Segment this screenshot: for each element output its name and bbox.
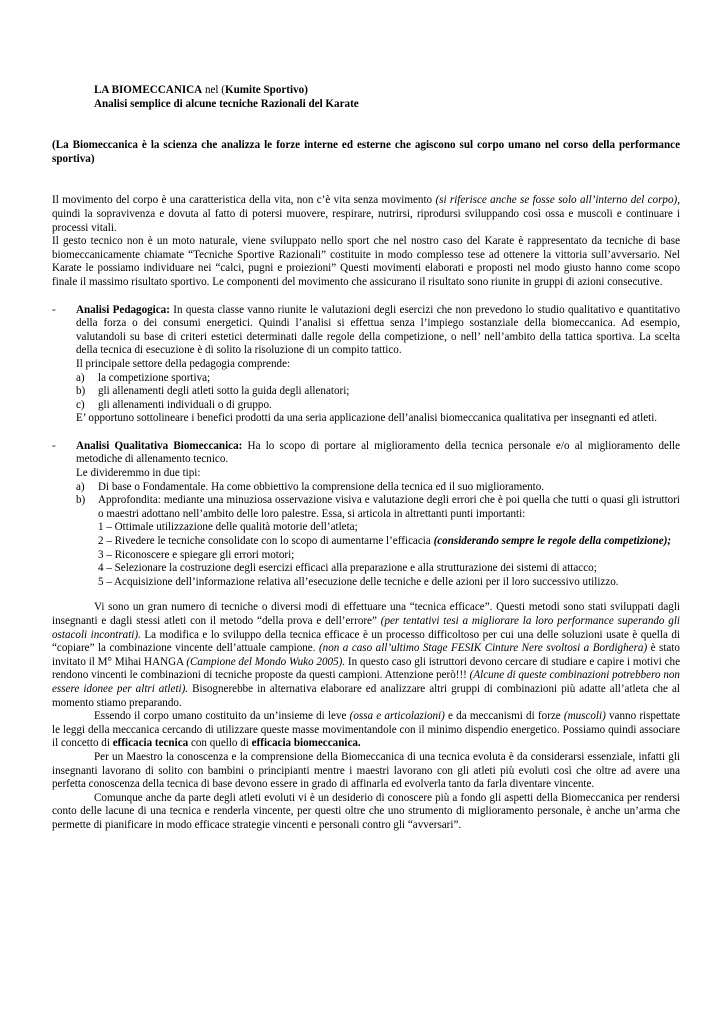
point-text: 2 – Rivedere le tecniche consolidate con lo scopo di aumentarne l’efficacia [98,535,434,548]
pedagogica-text: In questa classe vanno riunite le valutazioni degli esercizi che non prevedono lo studio qualitativo e quantitativo della forza o dei consumi energetici. Quindi l’analisi si effettua senza l’impiego sostanziale della biomeccanica. Ad esempio, valutandoli su base di criteri estetici determinati dalle regole della competizione, o nell’ nell’ambito della tattica sportiva. La scelta della tecnica di esecuzione è di solito la risoluzione di un compito tattico. [76,303,680,357]
title-paren: ) [304,84,308,96]
point-text: 3 – Riconoscere e spiegare gli errori motori; [98,548,295,561]
body-text: e da meccanismi di forze [444,710,564,723]
point-text: 1 – Ottimale utilizzazione delle qualità motorie dell’atleta; [98,521,358,534]
point-text: 5 – Acquisizione dell’informazione relativa all’esecuzione delle tecniche e delle azioni per il loro successivo utilizzo. [98,575,619,588]
points-list [52,521,680,589]
list-item-text: la competizione sportiva; [98,371,211,384]
body-paragraph-2 [52,710,680,751]
intro-paragraph-2: Il gesto tecnico non è un moto naturale, viene sviluppato nello sport che nel nostro caso del Karate è rappresentato da tecniche di base biomeccanicamente chiamate “Tecniche Sportive Razionali” costituite in modo complesso tese ad ottenere la vittoria sull’avversario. Nel Karate le possiamo individuare nei “calci, pugni e proiezioni” Questi movimenti elaborati e proposti nel modo giusto hanno come scopo finale il massimo risultato sportivo. Le componenti del movimento che assicurano il risultato sono riunite in gruppi di azioni consecutive. [52,235,680,288]
qualitativa-title: Analisi Qualitativa Biomeccanica: [76,439,243,452]
body-italic: (Campione del Mondo Wuko 2005). [186,655,346,668]
point-item [98,521,680,535]
type-item-a [52,481,680,495]
list-item-label: c) [76,398,85,411]
type-label: b) [76,494,86,507]
body-text: con quello di [188,737,252,750]
body-text: Essendo il corpo umano costituito da un’insieme di leve [94,710,350,723]
bullet-dash: - [52,303,56,316]
list-item-text: gli allenamenti degli atleti sotto la guida degli allenatori; [98,385,350,398]
type-text: Di base o Fondamentale. Ha come obbiettivo la comprensione della tecnica ed il suo miglioramento. [98,480,545,493]
body-paragraph-4: Comunque anche da parte degli atleti evoluti vi è un desiderio di conoscere più a fondo gli aspetti della Biomeccanica per rendersi conto delle lacune di una tecnica e renderla vincente, per questi oltre che uno strumento di miglioramento personale, è anche un’arma che permette di pianificare in modo efficace strategie vincenti e personali contro gli “avversari”. [52,791,680,831]
body-text: Bisognerebbe in alternativa elaborare ed analizzare altri gruppi di combinazioni più adatte all’atleta che al momento stiamo preparando. [52,682,680,709]
body-italic: (ossa e articolazioni) [349,710,445,723]
pedagogica-list-intro: Il principale settore della pedagogia comprende: [76,357,291,370]
bullet-dash: - [52,439,56,452]
pedagogica-paragraph [76,304,680,358]
point-item [98,535,680,549]
title-kumite: Kumite Sportivo [224,84,305,96]
qualitativa-divide: Le divideremmo in due tipi: [76,467,201,480]
type-text: Approfondita: mediante una minuziosa osservazione visiva e valutazione degli errori che è poi quella che tutti o quasi gli istruttori o maestri adottano nell’ambito delle loro palestre. Essa, si articola in altrettanti punti importanti: [98,494,680,520]
pedagogica-closing: E’ opportuno sottolineare i benefici prodotti da una seria applicazione dell’analisi biomeccanica qualitativa per insegnanti ed atleti. [76,412,658,425]
point-text: 4 – Selezionare la costruzione degli esercizi efficaci alla preparazione e alla strutturazione dei sistemi di attacco; [98,562,597,575]
list-item [76,385,680,399]
title-main: LA BIOMECCANICA [94,84,203,96]
body-italic: (per tentativi tesi a migliorare la loro performance superando gli ostacoli incontrati). [52,615,681,641]
intro-italic: (si riferisce anche se fosse solo all’interno del corpo), [435,194,680,207]
body-bold: efficacia biomeccanica. [251,737,361,750]
list-item-label: b) [76,385,86,398]
document-subtitle-line: Analisi semplice di alcune tecniche Razionali del Karate [94,97,359,110]
definition-paragraph: (La Biomeccanica è la scienza che analizza le forze interne ed esterne che agiscono sul corpo umano nel corso della performance sportiva) [52,139,680,165]
title-connector: nel ( [202,84,225,96]
type-item-b [52,494,680,521]
body-text: Vi sono un gran numero di tecniche o diversi modi di effettuare una “tecnica efficace”. Questi metodi sono stati sviluppati dagli insegnanti e dagli stessi atleti con il metodo “della prova e dell’errore” [52,601,680,627]
body-italic: (non a caso all’ultimo Stage FESIK Cinture Nere svoltosi a Bordighera) [318,642,648,655]
list-item [76,372,680,386]
intro-text-end: quindi la sopravivenza e dovuta al fatto di potersi muovere, respirare, nutrirsi, riprodursi sviluppando così ossa e muscoli e continuare i processi vitali. [52,207,680,234]
document-page [52,84,680,833]
body-italic: (muscoli) [563,710,606,723]
qualitativa-text: Ha lo scopo di portare al miglioramento della tecnica personale e/o al miglioramento delle metodiche di allenamento tecnico. [76,439,681,466]
point-item [98,562,680,576]
list-item-label: a) [76,371,85,384]
body-text: è stato invitato il M° Mihai HANGA [52,642,680,668]
intro-text: Il movimento del corpo è una caratteristica della vita, non c’è vita senza movimento [52,194,436,207]
point-item [98,576,680,590]
section-qualitativa [52,440,680,481]
list-item-text: gli allenamenti individuali o di gruppo. [98,398,272,411]
body-text: vanno rispettate le leggi della meccanica cercando di utilizzare queste masse movimentandole con il minimo dispendio energetico. Possiamo quindi associare il concetto di [52,710,680,750]
point-italic: (considerando sempre le regole della competizione); [433,535,672,548]
type-label: a) [76,480,85,493]
body-paragraph-3: Per un Maestro la conoscenza e la comprensione della Biomeccanica di una tecnica evoluta è da considerarsi essenziale, infatti gli insegnanti lavorano di solito con bambini o principianti mentre i maestri lavorano con gli atleti più evoluti così che oltre ad avere una perfetta conoscenza della tecnica di base devono essere in grado di affinarla ed evolverla tanto da farla diventare vincente. [52,750,680,791]
pedagogica-title: Analisi Pedagogica: [76,303,170,316]
body-text: In questo caso gli istruttori devono cercare di studiare e capire i motivi che rendono vincenti le combinazioni di tecniche proposte da questi campioni. Attenzione però!!! [52,655,681,682]
point-item [98,549,680,563]
intro-paragraph-1 [52,194,680,235]
body-text: La modifica e lo sviluppo della tecnica efficace è un processo difficoltoso per cui una delle soluzioni usate è quella di “copiare” la combinazione vincente dell’attuale campione. [52,628,680,655]
section-pedagogica [52,304,680,426]
body-paragraph-1 [52,601,680,710]
qualitativa-paragraph [76,440,680,467]
body-italic: (Alcune di queste combinazioni potrebbero non essere idonee per altri atleti). [52,669,680,695]
body-bold: efficacia tecnica [112,737,189,750]
document-title [52,84,680,98]
list-item [76,399,680,413]
